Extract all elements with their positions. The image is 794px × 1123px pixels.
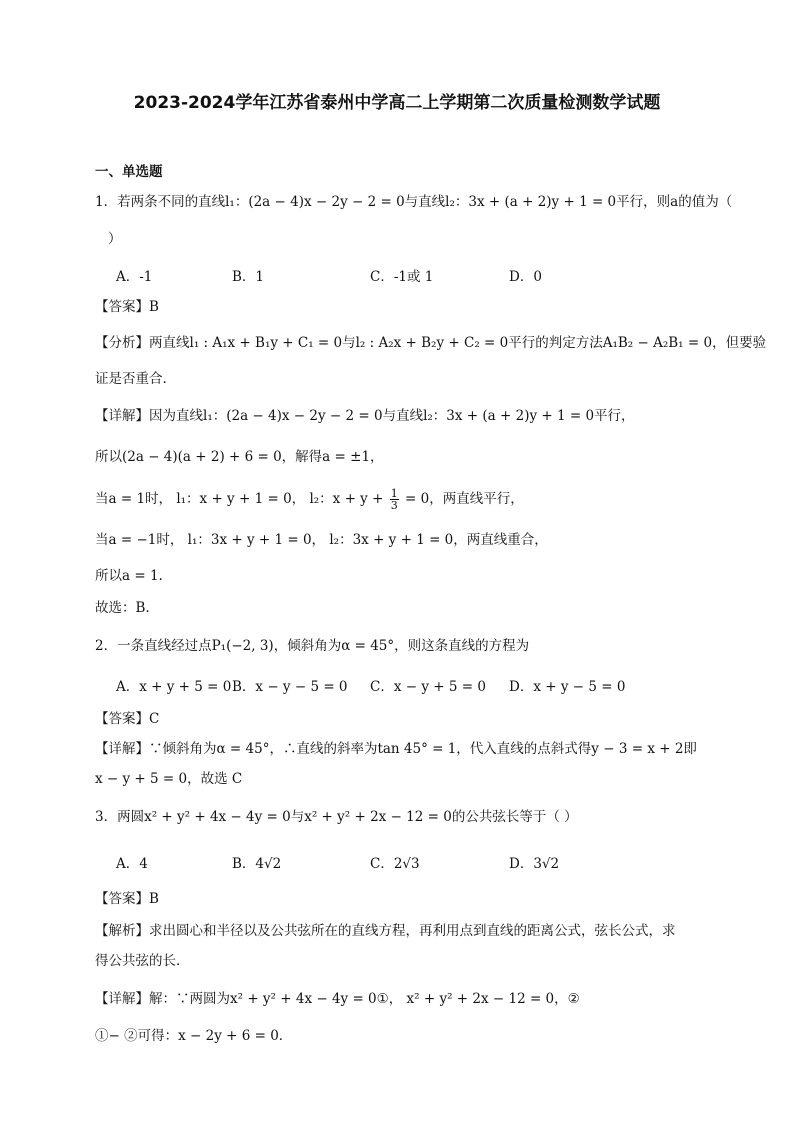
q3-answer: 【答案】B xyxy=(95,891,159,907)
q3-option-a: A．4 xyxy=(116,856,148,872)
q3-detail-2: ①− ②可得：x − 2y + 6 = 0． xyxy=(95,1028,293,1044)
q1-detail-6: 故选：B. xyxy=(95,600,150,616)
q1-detail-5: 所以a = 1. xyxy=(95,568,163,584)
q1-option-c: C．-1或 1 xyxy=(370,269,434,285)
q2-option-b: B．x − y − 5 = 0 xyxy=(232,679,348,695)
fraction-one-third xyxy=(390,488,399,511)
q1-option-a: A．-1 xyxy=(116,269,153,285)
q2-detail-2: x − y + 5 = 0，故选 C xyxy=(95,771,243,787)
q1-detail-3 xyxy=(95,488,524,511)
document-title: 2023-2024学年江苏省泰州中学高二上学期第二次质量检测数学试题 xyxy=(133,93,661,113)
q3-analysis-cont: 得公共弦的长． xyxy=(95,953,190,969)
q3-stem: 3．两圆x² + y² + 4x − 4y = 0与x² + y² + 2x − 12 = 0的公共弦长等于（ ） xyxy=(95,809,578,825)
q1-analysis: 【分析】两直线l₁ : A₁x + B₁y + C₁ = 0与l₂ : A₂x + B₂y + C₂ = 0平行的判定方法A₁B₂ − A₂B₁ = 0，但要验 xyxy=(95,335,767,351)
q1-detail-2: 所以(2a − 4)(a + 2) + 6 = 0，解得a = ±1， xyxy=(95,449,384,465)
section-heading: 一、单选题 xyxy=(95,164,163,180)
q3-detail-1: 【详解】解：∵两圆为x² + y² + 4x − 4y = 0①， x² + y² + 2x − 12 = 0，② xyxy=(95,991,580,1007)
q3-option-c: C．2√3 xyxy=(370,856,420,872)
q1-option-b: B．1 xyxy=(232,269,265,285)
q1-answer: 【答案】B xyxy=(95,299,159,315)
q1-detail-3-post: = 0，两直线平行， xyxy=(405,491,524,507)
q3-option-d: D．3√2 xyxy=(509,856,560,872)
q1-option-d: D．0 xyxy=(509,269,542,285)
q2-answer: 【答案】C xyxy=(95,711,160,727)
q1-detail-3-pre: 当a = 1时， l₁：x + y + 1 = 0， l₂：x + y + xyxy=(95,491,384,507)
q2-option-d: D．x + y − 5 = 0 xyxy=(509,679,626,695)
fraction-numerator: 1 xyxy=(390,487,398,500)
fraction-denominator: 3 xyxy=(390,499,398,512)
q2-option-c: C．x − y + 5 = 0 xyxy=(370,679,486,695)
q2-option-a: A．x + y + 5 = 0 xyxy=(116,679,232,695)
q1-stem-cont: ） xyxy=(108,231,122,247)
q1-detail-1: 【详解】因为直线l₁：(2a − 4)x − 2y − 2 = 0与直线l₂：3x + (a + 2)y + 1 = 0平行， xyxy=(95,408,635,424)
q3-analysis: 【解析】求出圆心和半径以及公共弦所在的直线方程，再利用点到直线的距离公式，弦长公式，求 xyxy=(95,923,676,939)
q1-analysis-cont: 证是否重合. xyxy=(95,371,167,387)
q2-detail-1: 【详解】∵倾斜角为α = 45°，∴直线的斜率为tan 45° = 1，代入直线的点斜式得y − 3 = x + 2即 xyxy=(95,741,697,757)
q3-option-b: B．4√2 xyxy=(232,856,282,872)
q2-stem: 2．一条直线经过点P₁(−2, 3)，倾斜角为α = 45°，则这条直线的方程为 xyxy=(95,638,530,654)
q1-stem: 1．若两条不同的直线l₁：(2a − 4)x − 2y − 2 = 0与直线l₂：3x + (a + 2)y + 1 = 0平行，则a的值为（ xyxy=(95,194,733,210)
q1-detail-4: 当a = −1时， l₁：3x + y + 1 = 0， l₂：3x + y + 1 = 0，两直线重合， xyxy=(95,532,548,548)
